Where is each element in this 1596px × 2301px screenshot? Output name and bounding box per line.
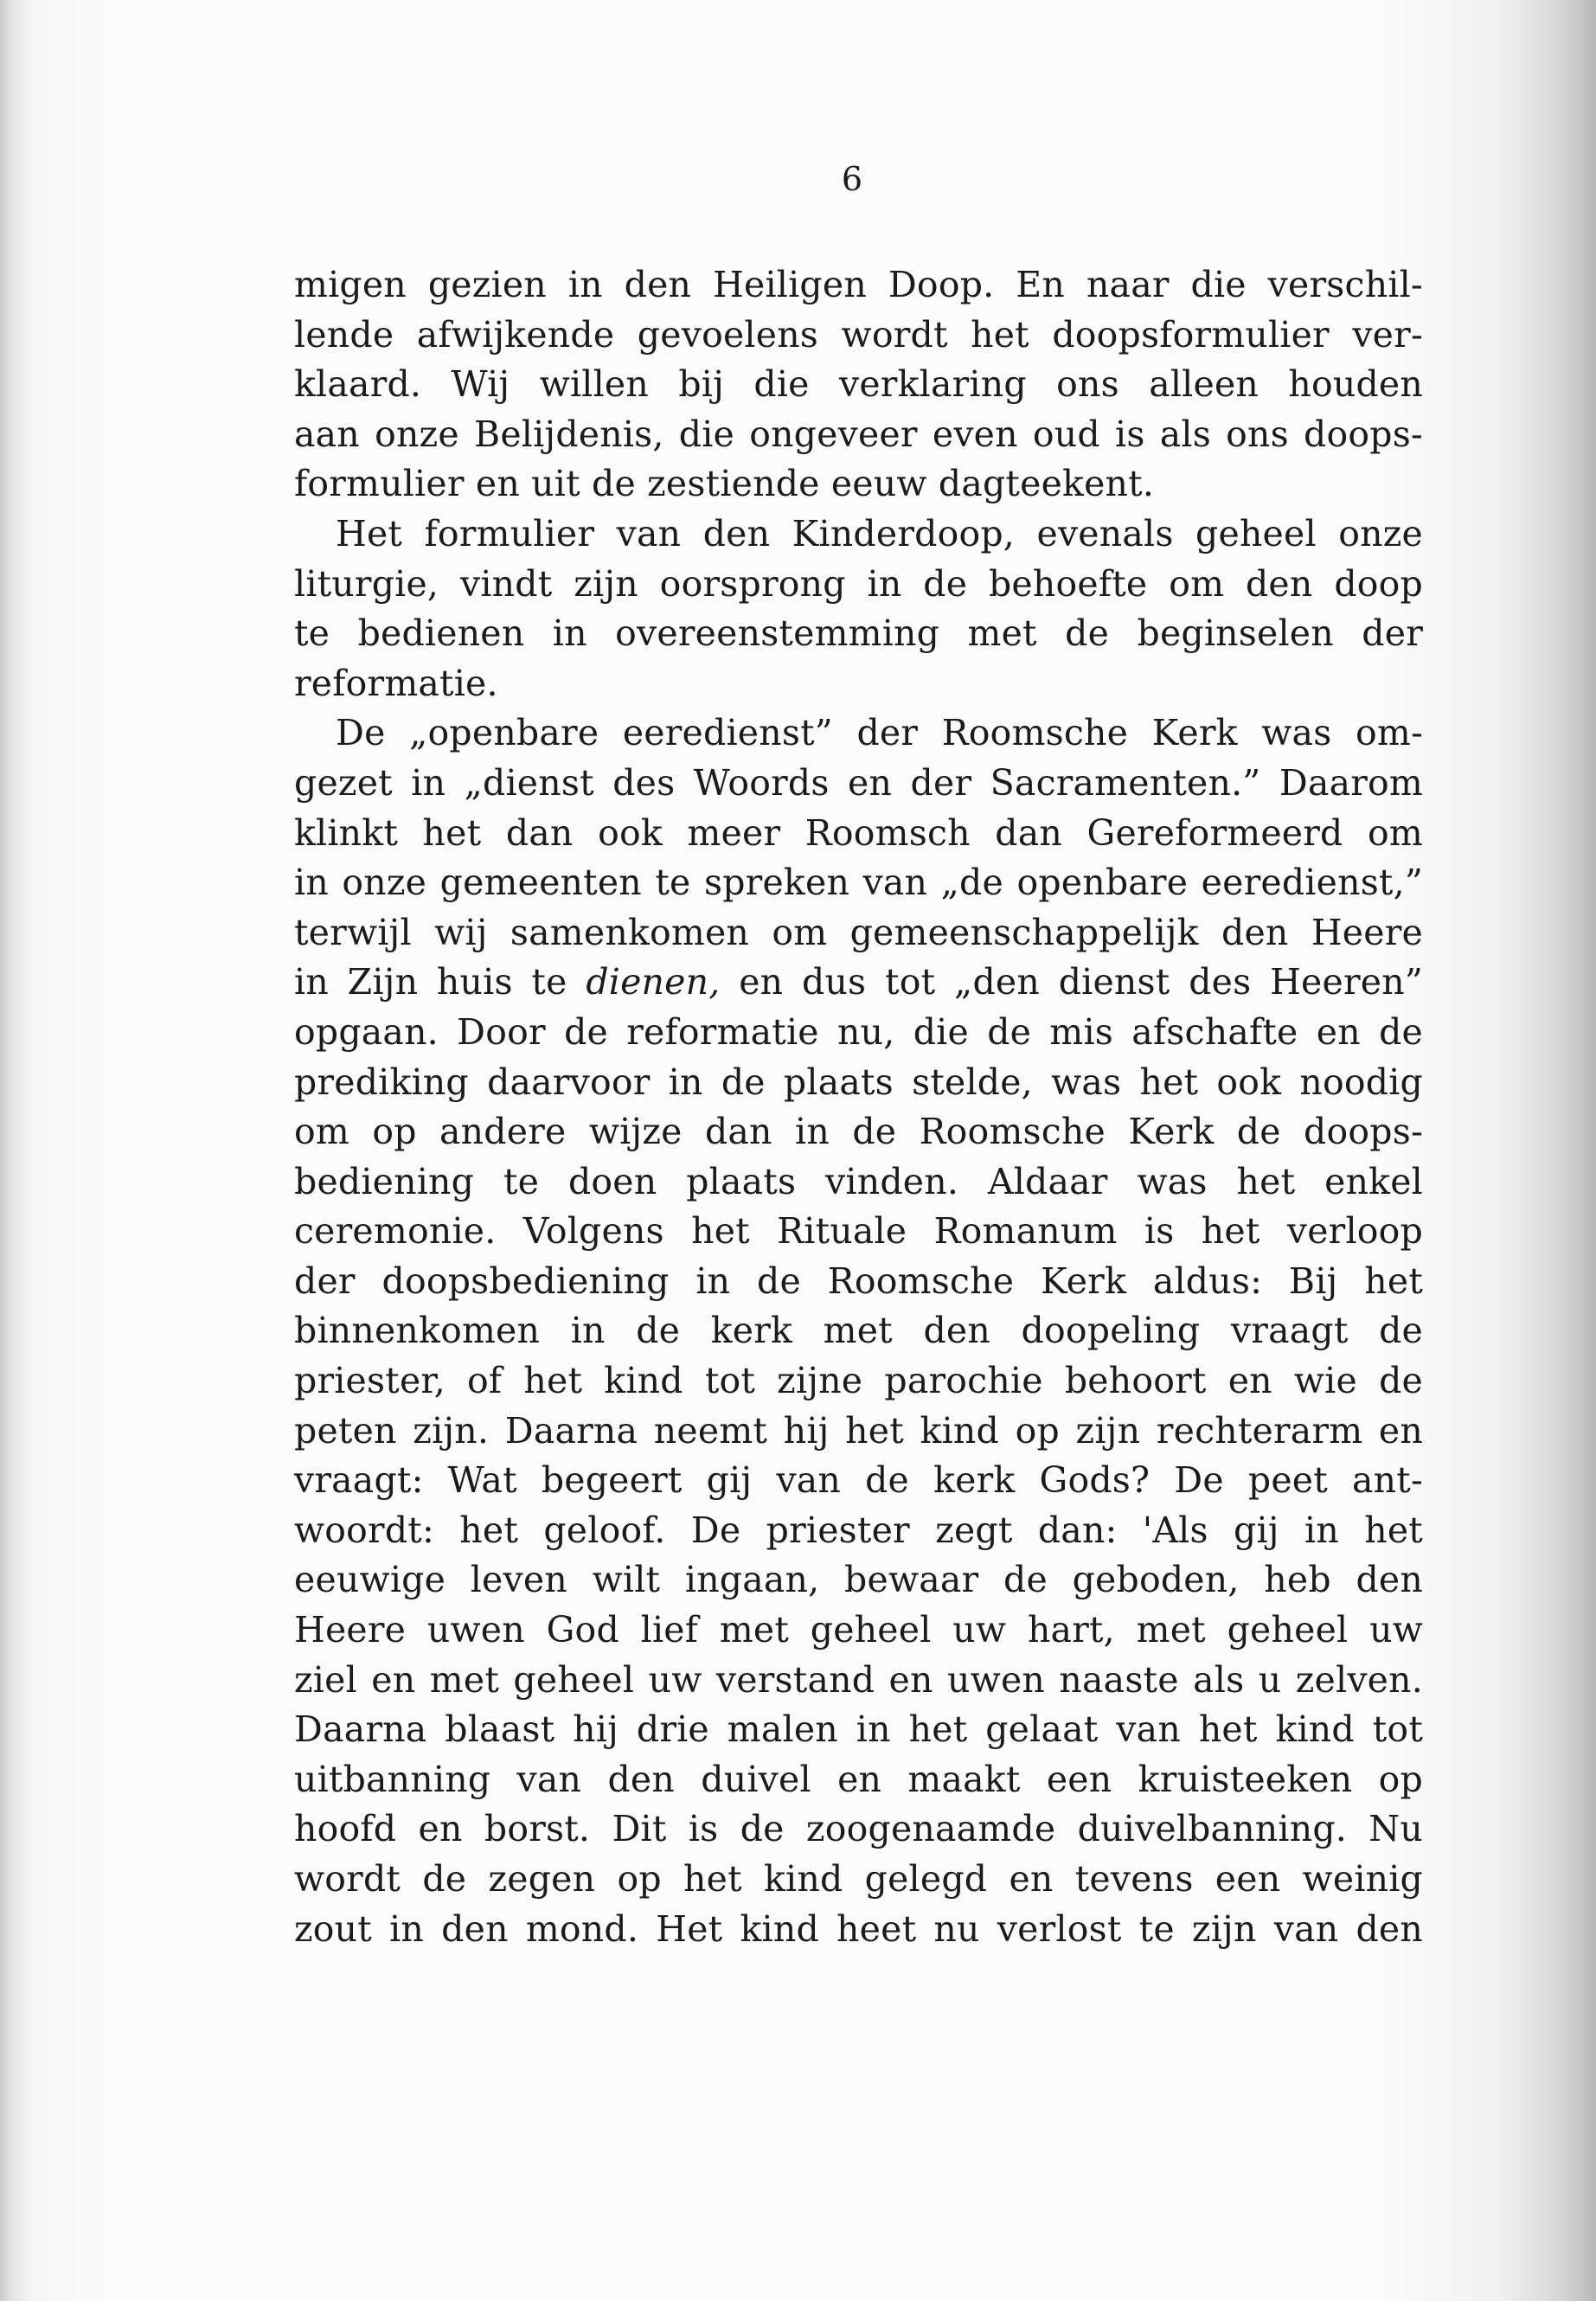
text-line: uitbanning van den duivel en maakt een kruisteeken op (294, 1758, 1423, 1800)
text-line: lende afwijkende gevoelens wordt het doopsformulier ver- (294, 313, 1423, 356)
text-line: priester, of het kind tot zijne parochie behoort en wie de (294, 1360, 1423, 1402)
text-line: gezet in „dienst des Woords en der Sacramenten.” Daarom (294, 761, 1423, 804)
text-segment: in Zijn huis te (294, 961, 586, 1003)
text-line: wordt de zegen op het kind gelegd en tevens een weinig (294, 1858, 1423, 1900)
text-line: vraagt: Wat begeert gij van de kerk Gods? De peet ant- (294, 1459, 1423, 1502)
text-line: om op andere wijze dan in de Roomsche Kerk de doops- (294, 1111, 1423, 1153)
text-line: in onze gemeenten te spreken van „de openbare eeredienst,” (294, 862, 1423, 904)
text-line: migen gezien in den Heiligen Doop. En naar die verschil- (294, 264, 1423, 305)
text-line: Heere uwen God lief met geheel uw hart, met geheel uw (294, 1609, 1423, 1651)
text-line: klaard. Wij willen bij die verklaring ons alleen houden (294, 363, 1423, 406)
text-line: peten zijn. Daarna neemt hij het kind op zijn rechterarm en (294, 1409, 1423, 1452)
text-line: formulier en uit de zestiende eeuw dagteekent. (294, 463, 1155, 505)
text-line: ziel en met geheel uw verstand en uwen naaste als u zelven. (294, 1658, 1423, 1701)
italic-word: dienen, (586, 961, 721, 1003)
text-line: woordt: het geloof. De priester zegt dan: 'Als gij in het (294, 1509, 1423, 1551)
text-line: terwijl wij samenkomen om gemeenschappelijk den Heere (294, 911, 1423, 953)
page-number: 6 (841, 160, 863, 198)
text-segment: en dus tot „den dienst des Heeren” (720, 961, 1423, 1003)
text-line: klinkt het dan ook meer Roomsch dan Gereformeerd om (294, 811, 1423, 854)
text-line: eeuwige leven wilt ingaan, bewaar de geboden, heb den (294, 1559, 1423, 1601)
text-line: der doopsbediening in de Roomsche Kerk aldus: Bij het (294, 1259, 1423, 1302)
text-line: te bedienen in overeenstemming met de beginselen der (294, 612, 1423, 655)
text-line: liturgie, vindt zijn oorsprong in de behoefte om den doop (294, 562, 1423, 605)
text-line: opgaan. Door de reformatie nu, die de mis afschafte en de (294, 1010, 1423, 1053)
text-line: Het formulier van den Kinderdoop, evenals geheel onze (336, 512, 1423, 554)
text-line: binnenkomen in de kerk met den doopeling vraagt de (294, 1310, 1423, 1352)
text-line: bediening te doen plaats vinden. Aldaar was het enkel (294, 1160, 1423, 1202)
body-text (294, 260, 1423, 1954)
text-line (294, 958, 1423, 1008)
text-line: ceremonie. Volgens het Rituale Romanum is het verloop (294, 1210, 1423, 1253)
text-line: reformatie. (294, 662, 498, 704)
text-line: aan onze Belijdenis, die ongeveer even oud is als ons doops- (294, 413, 1423, 455)
text-line: Daarna blaast hij drie malen in het gelaat van het kind tot (294, 1708, 1423, 1751)
text-line: zout in den mond. Het kind heet nu verlost te zijn van den (294, 1907, 1423, 1950)
text-line: De „openbare eeredienst” der Roomsche Kerk was om- (336, 712, 1423, 754)
text-line: prediking daarvoor in de plaats stelde, was het ook noodig (294, 1061, 1423, 1103)
text-line: hoofd en borst. Dit is de zoogenaamde duivelbanning. Nu (294, 1808, 1423, 1850)
